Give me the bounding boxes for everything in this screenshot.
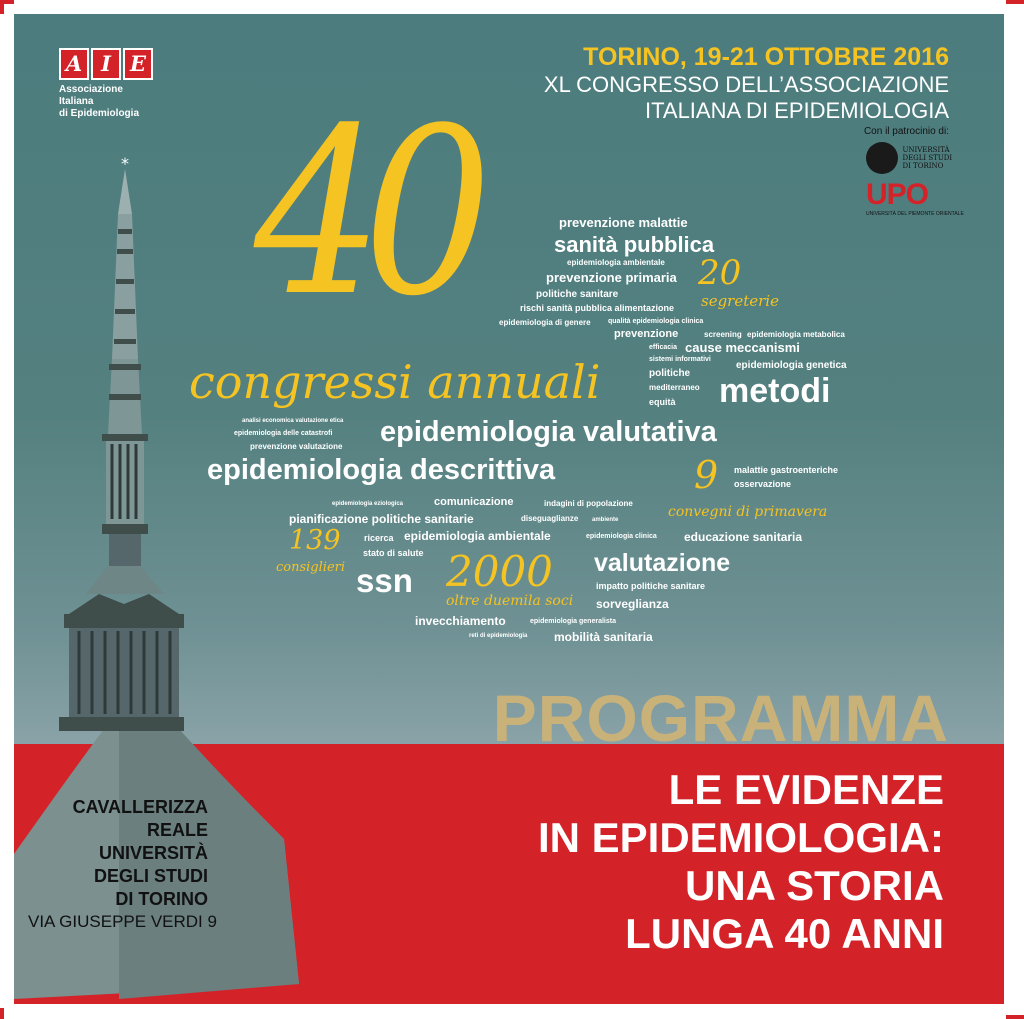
word-cloud-item: qualità epidemiologia clinica — [608, 318, 704, 325]
word-cloud-item: epidemiologia generalista — [530, 618, 616, 625]
unito-text-3: DI TORINO — [902, 162, 944, 170]
patronage-label: Con il patrocinio di: — [863, 126, 949, 137]
segreterie-number: 20 — [698, 253, 742, 293]
congress-title-line-2: ITALIANA DI EPIDEMIOLOGIA — [644, 98, 949, 123]
upo-wordmark: UPO — [866, 178, 929, 211]
unito-seal-icon — [866, 142, 898, 174]
venue-line-2: REALE — [146, 820, 208, 840]
word-cloud-item: mediterraneo — [649, 383, 700, 392]
venue-line-3: UNIVERSITÀ — [98, 843, 208, 863]
aie-name-line-2: Italiana — [59, 96, 94, 107]
program-title-line-3: UNA STORIA — [684, 862, 944, 909]
consiglieri-number: 139 — [289, 525, 341, 556]
word-cloud-item: epidemiologia valutativa — [380, 416, 717, 448]
aie-letter-i: I — [91, 48, 121, 80]
venue-line-5: DI TORINO — [115, 889, 208, 909]
upo-logo — [866, 180, 964, 218]
word-cloud-item: rischi sanità pubblica alimentazione — [520, 303, 675, 313]
word-cloud-item: mobilità sanitaria — [554, 630, 653, 644]
venue-line-4: DEGLI STUDI — [93, 866, 208, 886]
word-cloud-item: prevenzione valutazione — [250, 442, 343, 451]
word-cloud-item: reti di epidemiologia — [469, 633, 528, 639]
word-cloud-item: osservazione — [734, 479, 792, 489]
word-cloud-item: epidemiologia delle catastrofi — [234, 430, 333, 437]
forty-numeral: 40 — [254, 80, 473, 347]
aie-logo — [59, 48, 155, 120]
aie-letters — [59, 48, 155, 80]
word-cloud-item: epidemiologia genetica — [736, 360, 847, 371]
word-cloud-item: prevenzione malattie — [559, 215, 688, 230]
word-cloud-item: malattie gastroenteriche — [734, 465, 839, 475]
word-cloud-item: pianificazione politiche sanitarie — [289, 512, 474, 526]
word-cloud-item: metodi — [719, 372, 831, 410]
word-cloud-item: comunicazione — [434, 496, 514, 508]
word-cloud-item: cause meccanismi — [685, 340, 800, 355]
unito-logo — [866, 142, 952, 174]
word-cloud-item: impatto politiche sanitare — [596, 581, 706, 591]
word-cloud-item: ricerca — [364, 533, 394, 543]
word-cloud-item: epidemiologia clinica — [586, 533, 657, 540]
poster — [14, 14, 1004, 1004]
program-title-line-4: LUNGA 40 ANNI — [625, 910, 944, 957]
venue-address: VIA GIUSEPPE VERDI 9 — [28, 912, 217, 931]
word-cloud-item: indagini di popolazione — [544, 499, 633, 508]
segreterie-label: segreterie — [701, 292, 779, 310]
word-cloud-item: educazione sanitaria — [684, 530, 803, 544]
word-cloud-item: analisi economica valutazione etica — [242, 418, 344, 424]
crop-mark-bottom-right — [1006, 1015, 1024, 1019]
word-cloud-item: epidemiologia descrittiva — [207, 454, 556, 486]
unito-text-2: DEGLI STUDI — [902, 154, 953, 162]
unito-text-1: UNIVERSITÀ — [902, 146, 950, 154]
word-cloud-item: invecchiamento — [415, 614, 506, 628]
word-cloud-item: sorveglianza — [596, 597, 669, 611]
word-cloud-item: politiche — [649, 368, 691, 379]
word-cloud-item: prevenzione — [614, 328, 679, 340]
program-title — [444, 766, 944, 958]
word-cloud-item: diseguaglianze — [521, 514, 579, 523]
upo-caption: UNIVERSITÀ DEL PIEMONTE ORIENTALE — [866, 211, 964, 217]
congress-dates: TORINO, 19-21 OTTOBRE 2016 — [583, 43, 949, 71]
word-cloud-item: screening — [704, 330, 742, 339]
word-cloud-item: epidemiologia metabolica — [747, 330, 845, 339]
aie-name-line-1: Associazione — [59, 84, 123, 95]
word-cloud-item: sistemi informativi — [649, 356, 711, 363]
svg-text:*: * — [121, 154, 129, 173]
word-cloud-item: stato di salute — [363, 548, 424, 558]
consiglieri-label: consiglieri — [276, 560, 346, 575]
venue-block — [28, 796, 217, 933]
venue-line-1: CAVALLERIZZA — [72, 797, 208, 817]
word-cloud-item: politiche sanitare — [536, 289, 619, 300]
word-cloud-item: equità — [649, 397, 676, 407]
word-cloud-item: epidemiologia eziologica — [332, 501, 404, 507]
word-cloud-item: efficacia — [649, 344, 678, 351]
aie-letter-e: E — [123, 48, 153, 80]
soci-number: 2000 — [446, 547, 553, 596]
program-title-line-2: IN EPIDEMIOLOGIA: — [537, 814, 944, 861]
crop-mark-top-left-v — [0, 0, 4, 14]
soci-label: oltre duemila soci — [446, 593, 574, 609]
word-cloud-item: prevenzione primaria — [546, 270, 677, 285]
aie-name-line-3: di Epidemiologia — [59, 108, 140, 119]
crop-mark-top-right — [1006, 0, 1024, 4]
convegni-number: 9 — [694, 453, 719, 497]
header-block — [514, 42, 949, 140]
programma-heading: PROGRAMMA — [492, 681, 949, 755]
program-title-line-1: LE EVIDENZE — [668, 766, 944, 813]
word-cloud-item: epidemiologia di genere — [499, 318, 591, 327]
congress-title-line-1: XL CONGRESSO DELL’ASSOCIAZIONE — [543, 72, 949, 97]
crop-mark-bottom-left — [0, 1008, 4, 1019]
word-cloud-item: epidemiologia ambientale — [404, 529, 551, 543]
word-cloud-item: ssn — [356, 562, 413, 599]
aie-letter-a: A — [59, 48, 89, 80]
word-cloud-item: epidemiologia ambientale — [567, 258, 665, 267]
congressi-annuali-label: congressi annuali — [189, 355, 601, 409]
word-cloud-item: valutazione — [594, 549, 731, 577]
convegni-label: convegni di primavera — [668, 504, 828, 520]
word-cloud-item: sanità pubblica — [554, 232, 715, 257]
word-cloud-item: ambiente — [592, 517, 619, 523]
